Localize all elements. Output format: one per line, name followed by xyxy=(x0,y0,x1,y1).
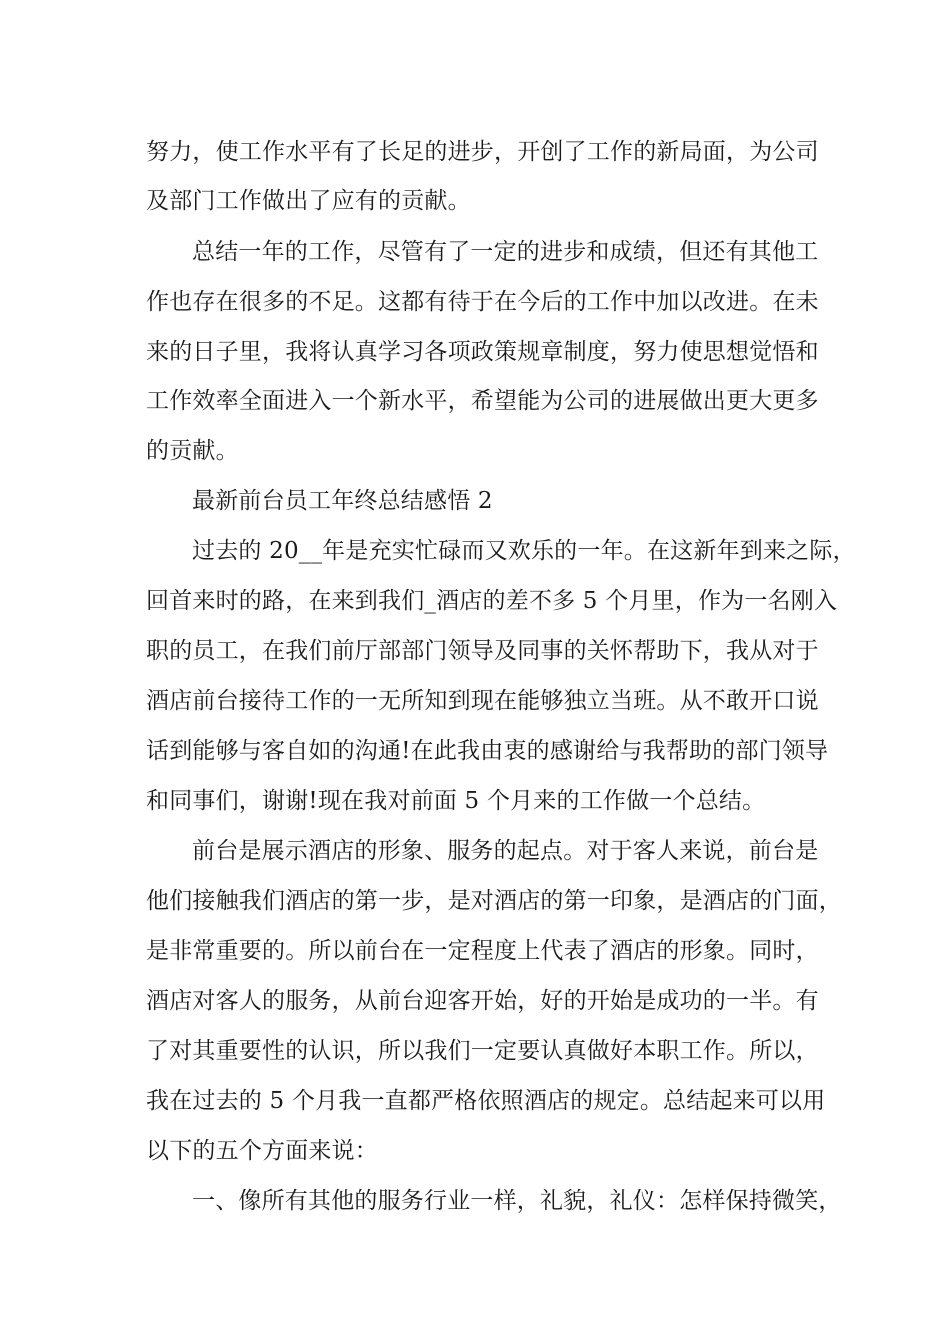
paragraph-line: 酒店前台接待工作的一无所知到现在能够独立当班。从不敢开口说 xyxy=(146,688,819,714)
paragraph-line: 他们接触我们酒店的第一步，是对酒店的第一印象，是酒店的门面， xyxy=(146,888,842,914)
paragraph-line: 过去的 20__年是充实忙碌而又欢乐的一年。在这新年到来之际， xyxy=(192,538,856,564)
paragraph-line: 和同事们，谢谢!现在我对前面 5 个月来的工作做一个总结。 xyxy=(146,788,766,814)
paragraph-line: 我在过去的 5 个月我一直都严格依照酒店的规定。总结起来可以用 xyxy=(146,1088,826,1114)
paragraph-line: 前台是展示酒店的形象、服务的起点。对于客人来说，前台是 xyxy=(192,838,819,864)
paragraph-line: 一、像所有其他的服务行业一样，礼貌，礼仪：怎样保持微笑， xyxy=(192,1188,842,1214)
paragraph-line: 酒店对客人的服务，从前台迎客开始，好的开始是成功的一半。有 xyxy=(146,988,819,1014)
paragraph-line: 来的日子里，我将认真学习各项政策规章制度，努力使思想觉悟和 xyxy=(146,339,819,365)
paragraph-line: 总结一年的工作，尽管有了一定的进步和成绩，但还有其他工 xyxy=(192,239,819,265)
paragraph-line: 及部门工作做出了应有的贡献。 xyxy=(146,188,471,214)
section-heading: 最新前台员工年终总结感悟 2 xyxy=(192,488,493,514)
paragraph-line: 了对其重要性的认识，所以我们一定要认真做好本职工作。所以， xyxy=(146,1038,819,1064)
paragraph-line: 作也存在很多的不足。这都有待于在今后的工作中加以改进。在未 xyxy=(146,289,819,315)
paragraph-line: 回首来时的路，在来到我们_酒店的差不多 5 个月里，作为一名刚入 xyxy=(146,588,838,614)
paragraph-line: 话到能够与客自如的沟通!在此我由衷的感谢给与我帮助的部门领导 xyxy=(146,738,829,764)
paragraph-line: 工作效率全面进入一个新水平，希望能为公司的进展做出更大更多 xyxy=(146,388,819,414)
paragraph-line: 职的员工，在我们前厅部部门领导及同事的关怀帮助下，我从对于 xyxy=(146,638,819,664)
paragraph-line: 是非常重要的。所以前台在一定程度上代表了酒店的形象。同时， xyxy=(146,938,819,964)
paragraph-line: 努力，使工作水平有了长足的进步，开创了工作的新局面，为公司 xyxy=(146,139,819,165)
paragraph-line: 以下的五个方面来说： xyxy=(146,1138,378,1164)
paragraph-line: 的贡献。 xyxy=(146,438,239,464)
